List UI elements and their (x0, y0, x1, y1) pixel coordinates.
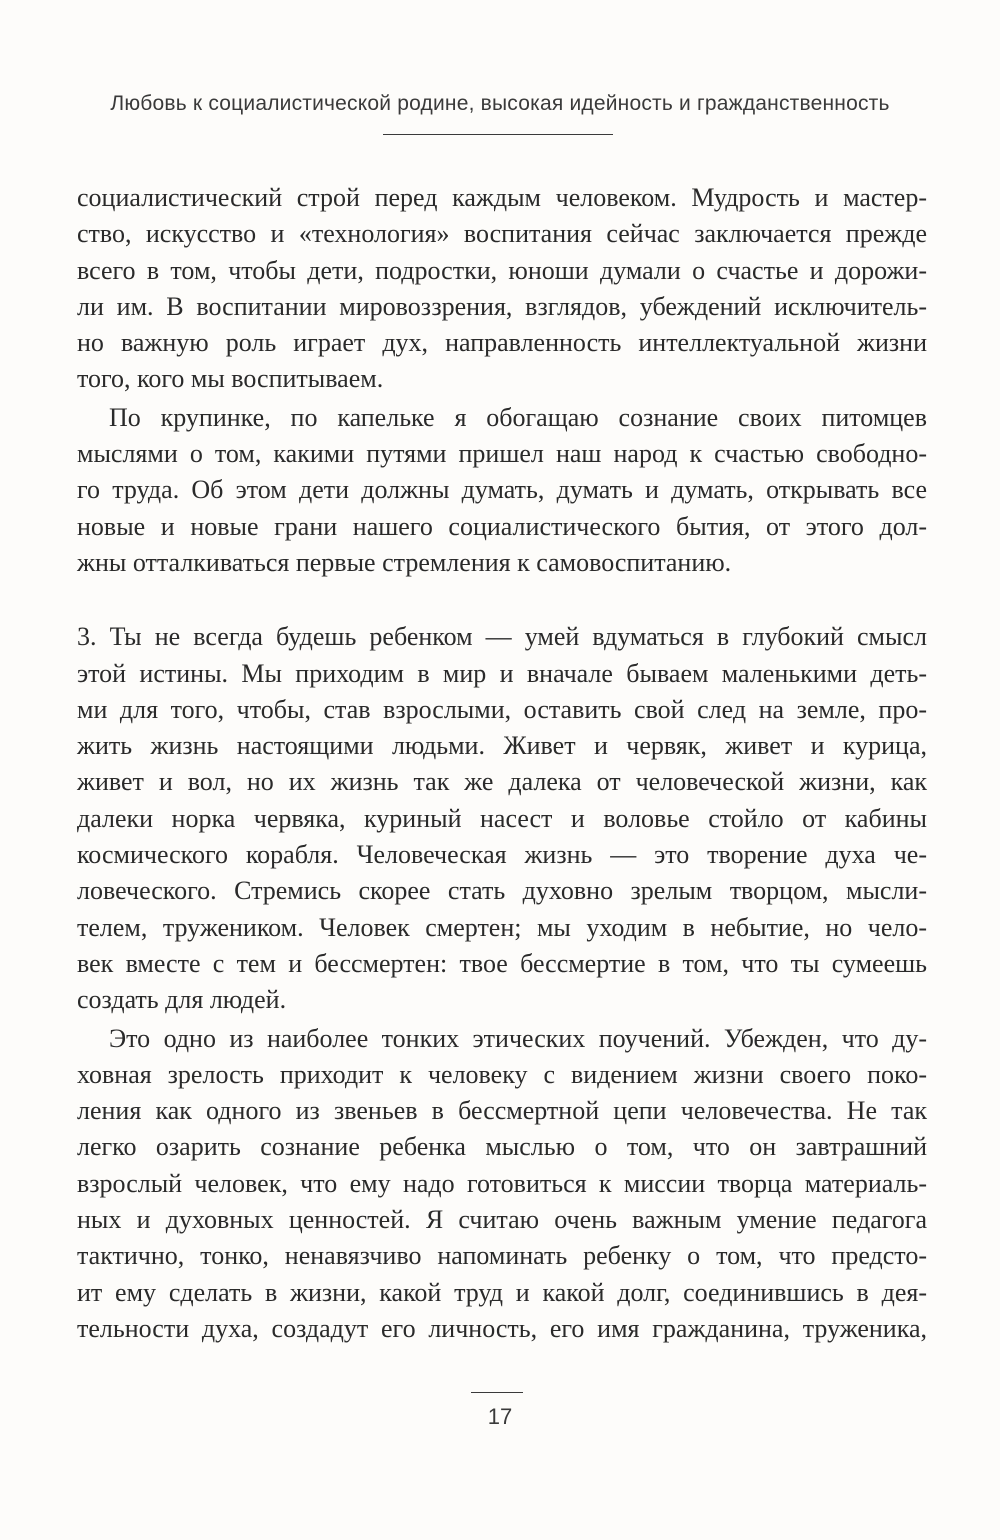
text-line: далеки норка червяка, куриный насест и воловье стойло от кабины (77, 803, 927, 833)
text-line: телем, тружеником. Человек смертен; мы уходим в небытие, но чело- (77, 912, 927, 942)
text-line: 3. Ты не всегда будешь ребенком — умей вдуматься в глубокий смысл (77, 622, 927, 652)
paragraph-2 (77, 400, 927, 581)
text-line: ли им. В воспитании мировоззрения, взглядов, убеждений исключитель- (77, 291, 927, 321)
text-line: тактично, тонко, ненавязчиво напоминать ребенку о том, что предсто- (77, 1241, 927, 1271)
footer-rule (471, 1392, 523, 1393)
text-line: Это одно из наиболее тонких этических поучений. Убежден, что ду- (109, 1023, 927, 1053)
text-line: ми для того, чтобы, став взрослыми, оставить свой след на земле, про- (77, 694, 927, 724)
running-header: Любовь к социалистической родине, высокая идейность и гражданственность (110, 92, 890, 115)
text-line: жны отталкиваться первые стремления к самовоспитанию. (77, 547, 732, 577)
text-line: ховная зрелость приходит к человеку с видением жизни своего поко- (77, 1059, 927, 1089)
paragraph-4 (77, 1021, 927, 1348)
page-number: 17 (487, 1404, 513, 1429)
text-line: го труда. Об этом дети должны думать, думать и думать, открывать все (77, 475, 927, 505)
text-line: космического корабля. Человеческая жизнь — это творение духа че- (77, 840, 927, 870)
text-line: этой истины. Мы приходим в мир и вначале бываем маленькими деть- (77, 658, 927, 688)
text-line: создать для людей. (77, 985, 287, 1015)
text-line: ловеческого. Стремись скорее стать духовно зрелым творцом, мысли- (77, 876, 927, 906)
paragraph-3 (77, 619, 927, 1018)
text-line: ство, искусство и «технология» воспитания сейчас заключается прежде (77, 219, 927, 249)
text-line: легко озарить сознание ребенка мыслью о том, что он завтрашний (77, 1132, 927, 1162)
text-line: ных и духовных ценностей. Я считаю очень важным умение педагога (77, 1205, 927, 1235)
text-line: всего в том, чтобы дети, подростки, юноши думали о счастье и дорожи- (77, 255, 927, 285)
body-text (77, 180, 927, 1347)
text-line: век вместе с тем и бессмертен: твое бессмертие в том, что ты сумеешь (77, 948, 927, 978)
text-line: взрослый человек, что ему надо готовиться к миссии творца материаль- (77, 1168, 927, 1198)
paragraph-1 (77, 180, 927, 398)
text-line: мыслями о том, какими путями пришел наш народ к счастью свободно- (77, 439, 927, 469)
text-line: новые и новые грани нашего социалистического бытия, от этого дол- (77, 511, 927, 541)
text-line: живет и вол, но их жизнь так же далека от человеческой жизни, как (77, 767, 927, 797)
text-line: того, кого мы воспитываем. (77, 364, 384, 394)
text-line: тельности духа, создадут его личность, его имя гражданина, труженика, (77, 1313, 927, 1343)
text-line: По крупинке, по капельке я обогащаю сознание своих питомцев (109, 402, 927, 432)
text-line: жить жизнь настоящими людьми. Живет и червяк, живет и курица, (77, 731, 927, 761)
text-line: ит ему сделать в жизни, какой труд и какой долг, соединившись в дея- (77, 1277, 927, 1307)
text-line: социалистический строй перед каждым человеком. Мудрость и мастер- (77, 183, 927, 212)
text-line: но важную роль играет дух, направленность интеллектуальной жизни (77, 328, 927, 358)
text-line: ления как одного из звеньев в бессмертной цепи человечества. Не так (77, 1096, 927, 1126)
header-rule (383, 134, 613, 135)
